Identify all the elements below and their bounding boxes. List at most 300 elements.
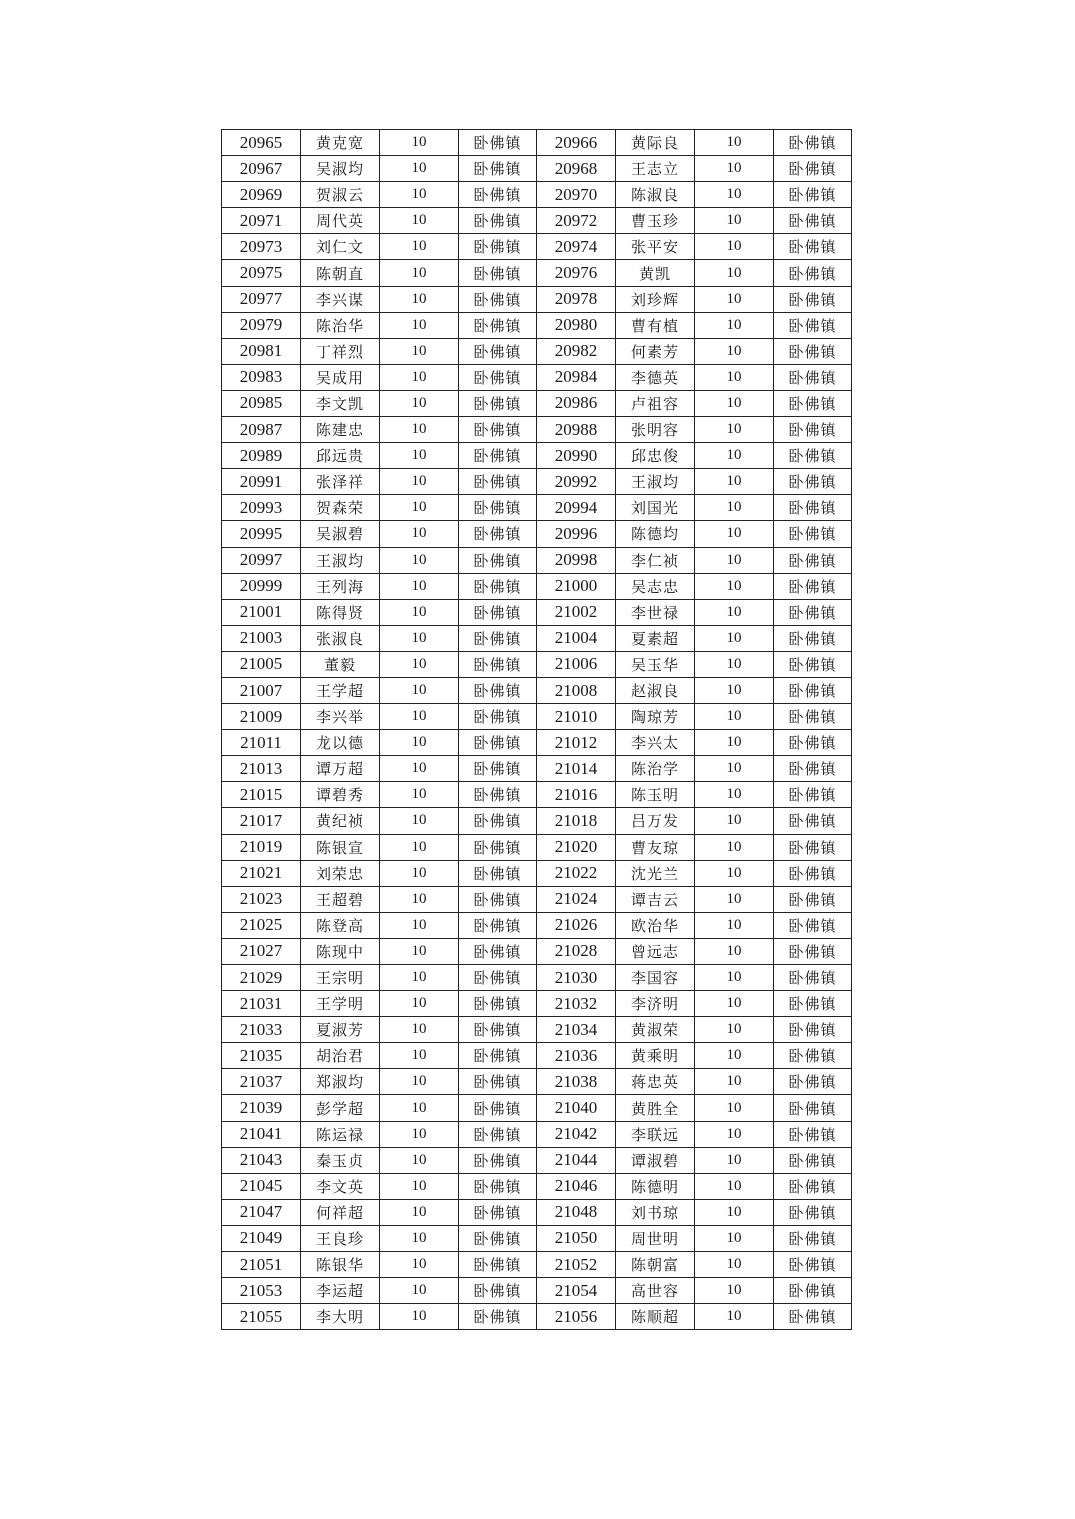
left-town-cell: 卧佛镇 [459,130,537,156]
right-town-cell: 卧佛镇 [774,208,852,234]
right-town-cell: 卧佛镇 [774,938,852,964]
right-town-cell: 卧佛镇 [774,651,852,677]
left-town-cell: 卧佛镇 [459,1069,537,1095]
left-amount-cell: 10 [380,704,459,730]
left-town-cell: 卧佛镇 [459,1147,537,1173]
right-name-cell: 李仁祯 [616,547,695,573]
right-id-cell: 21022 [537,860,616,886]
left-town-cell: 卧佛镇 [459,782,537,808]
right-id-cell: 21032 [537,991,616,1017]
right-id-cell: 20990 [537,443,616,469]
left-id-cell: 20987 [222,417,301,443]
right-town-cell: 卧佛镇 [774,912,852,938]
left-amount-cell: 10 [380,625,459,651]
left-town-cell: 卧佛镇 [459,521,537,547]
left-name-cell: 丁祥烈 [301,338,380,364]
left-id-cell: 20991 [222,469,301,495]
table-row [222,625,852,651]
right-amount-cell: 10 [695,312,774,338]
right-amount-cell: 10 [695,625,774,651]
right-name-cell: 张明容 [616,417,695,443]
right-id-cell: 20966 [537,130,616,156]
right-town-cell: 卧佛镇 [774,730,852,756]
left-name-cell: 吴成用 [301,364,380,390]
right-amount-cell: 10 [695,130,774,156]
table-row [222,1252,852,1278]
left-name-cell: 陈得贤 [301,599,380,625]
right-name-cell: 夏素超 [616,625,695,651]
left-name-cell: 董毅 [301,651,380,677]
right-amount-cell: 10 [695,1199,774,1225]
left-town-cell: 卧佛镇 [459,1225,537,1251]
right-town-cell: 卧佛镇 [774,1199,852,1225]
table-row [222,1278,852,1304]
right-amount-cell: 10 [695,677,774,703]
right-amount-cell: 10 [695,234,774,260]
table-row [222,1225,852,1251]
right-town-cell: 卧佛镇 [774,1252,852,1278]
left-amount-cell: 10 [380,886,459,912]
right-id-cell: 21054 [537,1278,616,1304]
right-name-cell: 陈德明 [616,1173,695,1199]
right-town-cell: 卧佛镇 [774,782,852,808]
left-name-cell: 陈朝直 [301,260,380,286]
right-name-cell: 黄凯 [616,260,695,286]
left-amount-cell: 10 [380,938,459,964]
left-id-cell: 20971 [222,208,301,234]
right-id-cell: 21048 [537,1199,616,1225]
left-id-cell: 21025 [222,912,301,938]
right-town-cell: 卧佛镇 [774,495,852,521]
right-name-cell: 陈玉明 [616,782,695,808]
left-name-cell: 谭碧秀 [301,782,380,808]
right-name-cell: 陈治学 [616,756,695,782]
left-name-cell: 陈建忠 [301,417,380,443]
left-amount-cell: 10 [380,286,459,312]
right-id-cell: 21020 [537,834,616,860]
right-town-cell: 卧佛镇 [774,469,852,495]
left-amount-cell: 10 [380,208,459,234]
left-amount-cell: 10 [380,912,459,938]
right-id-cell: 21018 [537,808,616,834]
left-name-cell: 郑淑均 [301,1069,380,1095]
right-id-cell: 20984 [537,364,616,390]
left-id-cell: 21027 [222,938,301,964]
right-id-cell: 21000 [537,573,616,599]
left-id-cell: 21033 [222,1017,301,1043]
left-id-cell: 20999 [222,573,301,599]
left-town-cell: 卧佛镇 [459,1017,537,1043]
left-id-cell: 21021 [222,860,301,886]
right-id-cell: 21034 [537,1017,616,1043]
table-row [222,886,852,912]
right-town-cell: 卧佛镇 [774,1017,852,1043]
left-town-cell: 卧佛镇 [459,1304,537,1330]
left-amount-cell: 10 [380,782,459,808]
table-row [222,782,852,808]
right-town-cell: 卧佛镇 [774,521,852,547]
right-town-cell: 卧佛镇 [774,886,852,912]
right-id-cell: 21014 [537,756,616,782]
table-row [222,991,852,1017]
right-amount-cell: 10 [695,1173,774,1199]
left-id-cell: 21003 [222,625,301,651]
right-name-cell: 陶琼芳 [616,704,695,730]
right-amount-cell: 10 [695,991,774,1017]
right-town-cell: 卧佛镇 [774,364,852,390]
left-id-cell: 21039 [222,1095,301,1121]
left-id-cell: 20975 [222,260,301,286]
left-amount-cell: 10 [380,1225,459,1251]
right-id-cell: 20976 [537,260,616,286]
left-town-cell: 卧佛镇 [459,234,537,260]
left-amount-cell: 10 [380,390,459,416]
left-town-cell: 卧佛镇 [459,1121,537,1147]
table-row [222,756,852,782]
right-town-cell: 卧佛镇 [774,573,852,599]
left-id-cell: 20993 [222,495,301,521]
right-town-cell: 卧佛镇 [774,390,852,416]
right-amount-cell: 10 [695,182,774,208]
right-town-cell: 卧佛镇 [774,130,852,156]
right-amount-cell: 10 [695,573,774,599]
right-name-cell: 李世禄 [616,599,695,625]
left-town-cell: 卧佛镇 [459,547,537,573]
table-row [222,469,852,495]
right-name-cell: 吴玉华 [616,651,695,677]
table-row [222,1304,852,1330]
left-amount-cell: 10 [380,338,459,364]
table-row [222,417,852,443]
left-id-cell: 20981 [222,338,301,364]
right-id-cell: 21050 [537,1225,616,1251]
left-town-cell: 卧佛镇 [459,443,537,469]
left-amount-cell: 10 [380,756,459,782]
right-id-cell: 20986 [537,390,616,416]
right-name-cell: 赵淑良 [616,677,695,703]
right-name-cell: 黄际良 [616,130,695,156]
table-row [222,965,852,991]
table-row [222,651,852,677]
right-amount-cell: 10 [695,730,774,756]
right-id-cell: 20992 [537,469,616,495]
left-name-cell: 刘仁文 [301,234,380,260]
left-id-cell: 21051 [222,1252,301,1278]
left-town-cell: 卧佛镇 [459,860,537,886]
right-amount-cell: 10 [695,938,774,964]
right-name-cell: 曹有植 [616,312,695,338]
right-amount-cell: 10 [695,469,774,495]
right-name-cell: 李德英 [616,364,695,390]
left-name-cell: 李兴举 [301,704,380,730]
table-row [222,443,852,469]
right-amount-cell: 10 [695,599,774,625]
right-town-cell: 卧佛镇 [774,260,852,286]
left-amount-cell: 10 [380,651,459,677]
right-id-cell: 20982 [537,338,616,364]
right-id-cell: 20980 [537,312,616,338]
right-id-cell: 21004 [537,625,616,651]
left-town-cell: 卧佛镇 [459,625,537,651]
right-amount-cell: 10 [695,1225,774,1251]
right-town-cell: 卧佛镇 [774,1121,852,1147]
right-amount-cell: 10 [695,756,774,782]
left-town-cell: 卧佛镇 [459,938,537,964]
left-id-cell: 20965 [222,130,301,156]
right-name-cell: 刘国光 [616,495,695,521]
right-name-cell: 陈朝富 [616,1252,695,1278]
left-amount-cell: 10 [380,834,459,860]
left-town-cell: 卧佛镇 [459,677,537,703]
left-name-cell: 王淑均 [301,547,380,573]
left-name-cell: 李大明 [301,1304,380,1330]
right-name-cell: 李联远 [616,1121,695,1147]
right-town-cell: 卧佛镇 [774,182,852,208]
left-id-cell: 21019 [222,834,301,860]
left-name-cell: 吴淑碧 [301,521,380,547]
left-name-cell: 胡治君 [301,1043,380,1069]
left-id-cell: 21009 [222,704,301,730]
right-amount-cell: 10 [695,704,774,730]
left-name-cell: 李文英 [301,1173,380,1199]
right-id-cell: 21042 [537,1121,616,1147]
left-id-cell: 21045 [222,1173,301,1199]
left-town-cell: 卧佛镇 [459,573,537,599]
left-id-cell: 21053 [222,1278,301,1304]
left-amount-cell: 10 [380,1278,459,1304]
right-id-cell: 21026 [537,912,616,938]
right-town-cell: 卧佛镇 [774,1043,852,1069]
right-amount-cell: 10 [695,547,774,573]
table-row [222,677,852,703]
right-name-cell: 李济明 [616,991,695,1017]
right-town-cell: 卧佛镇 [774,704,852,730]
left-amount-cell: 10 [380,1043,459,1069]
right-name-cell: 沈光兰 [616,860,695,886]
table-row [222,338,852,364]
table-row [222,573,852,599]
left-id-cell: 21041 [222,1121,301,1147]
right-name-cell: 曹玉珍 [616,208,695,234]
right-id-cell: 21052 [537,1252,616,1278]
table-row [222,390,852,416]
right-name-cell: 王志立 [616,156,695,182]
left-name-cell: 陈运禄 [301,1121,380,1147]
left-id-cell: 21011 [222,730,301,756]
left-town-cell: 卧佛镇 [459,338,537,364]
left-name-cell: 谭万超 [301,756,380,782]
right-id-cell: 21038 [537,1069,616,1095]
right-id-cell: 20978 [537,286,616,312]
right-id-cell: 21056 [537,1304,616,1330]
left-name-cell: 张泽祥 [301,469,380,495]
left-name-cell: 王良珍 [301,1225,380,1251]
left-amount-cell: 10 [380,417,459,443]
right-town-cell: 卧佛镇 [774,834,852,860]
left-name-cell: 邱远贵 [301,443,380,469]
right-amount-cell: 10 [695,1017,774,1043]
left-name-cell: 何祥超 [301,1199,380,1225]
right-town-cell: 卧佛镇 [774,156,852,182]
left-amount-cell: 10 [380,1095,459,1121]
left-town-cell: 卧佛镇 [459,730,537,756]
roster-table [221,129,852,1330]
left-name-cell: 张淑良 [301,625,380,651]
right-amount-cell: 10 [695,808,774,834]
right-name-cell: 李兴太 [616,730,695,756]
left-amount-cell: 10 [380,130,459,156]
left-name-cell: 李运超 [301,1278,380,1304]
right-town-cell: 卧佛镇 [774,547,852,573]
right-name-cell: 黄胜全 [616,1095,695,1121]
left-id-cell: 21037 [222,1069,301,1095]
left-id-cell: 21055 [222,1304,301,1330]
right-amount-cell: 10 [695,1147,774,1173]
left-name-cell: 陈现中 [301,938,380,964]
left-town-cell: 卧佛镇 [459,417,537,443]
right-town-cell: 卧佛镇 [774,756,852,782]
left-town-cell: 卧佛镇 [459,312,537,338]
table-row [222,547,852,573]
right-id-cell: 20998 [537,547,616,573]
right-amount-cell: 10 [695,651,774,677]
right-amount-cell: 10 [695,156,774,182]
table-row [222,1121,852,1147]
right-town-cell: 卧佛镇 [774,1095,852,1121]
left-name-cell: 贺森荣 [301,495,380,521]
right-id-cell: 21016 [537,782,616,808]
right-town-cell: 卧佛镇 [774,625,852,651]
right-town-cell: 卧佛镇 [774,338,852,364]
left-id-cell: 20979 [222,312,301,338]
table-row [222,938,852,964]
table-row [222,1147,852,1173]
left-town-cell: 卧佛镇 [459,260,537,286]
right-id-cell: 20996 [537,521,616,547]
table-row [222,860,852,886]
left-name-cell: 陈治华 [301,312,380,338]
right-id-cell: 21044 [537,1147,616,1173]
right-town-cell: 卧佛镇 [774,312,852,338]
table-row [222,599,852,625]
left-town-cell: 卧佛镇 [459,469,537,495]
left-id-cell: 20977 [222,286,301,312]
table-row [222,495,852,521]
right-amount-cell: 10 [695,1252,774,1278]
right-amount-cell: 10 [695,495,774,521]
left-id-cell: 20985 [222,390,301,416]
left-town-cell: 卧佛镇 [459,495,537,521]
right-amount-cell: 10 [695,1043,774,1069]
left-amount-cell: 10 [380,965,459,991]
left-amount-cell: 10 [380,260,459,286]
left-id-cell: 20969 [222,182,301,208]
left-town-cell: 卧佛镇 [459,208,537,234]
left-amount-cell: 10 [380,182,459,208]
left-name-cell: 秦玉贞 [301,1147,380,1173]
left-name-cell: 黄纪祯 [301,808,380,834]
left-name-cell: 刘荣忠 [301,860,380,886]
left-town-cell: 卧佛镇 [459,965,537,991]
right-amount-cell: 10 [695,965,774,991]
right-town-cell: 卧佛镇 [774,965,852,991]
roster-body [222,130,852,1330]
left-amount-cell: 10 [380,860,459,886]
left-amount-cell: 10 [380,234,459,260]
left-town-cell: 卧佛镇 [459,1095,537,1121]
left-town-cell: 卧佛镇 [459,599,537,625]
right-town-cell: 卧佛镇 [774,1225,852,1251]
left-name-cell: 周代英 [301,208,380,234]
table-row [222,730,852,756]
table-row [222,521,852,547]
table-row [222,808,852,834]
left-amount-cell: 10 [380,730,459,756]
right-town-cell: 卧佛镇 [774,417,852,443]
right-town-cell: 卧佛镇 [774,234,852,260]
right-name-cell: 陈淑良 [616,182,695,208]
left-amount-cell: 10 [380,495,459,521]
right-name-cell: 陈德均 [616,521,695,547]
right-town-cell: 卧佛镇 [774,1304,852,1330]
right-id-cell: 20968 [537,156,616,182]
left-name-cell: 黄克宽 [301,130,380,156]
table-row [222,208,852,234]
table-row [222,182,852,208]
left-amount-cell: 10 [380,469,459,495]
left-town-cell: 卧佛镇 [459,182,537,208]
left-town-cell: 卧佛镇 [459,1043,537,1069]
table-row [222,364,852,390]
left-amount-cell: 10 [380,991,459,1017]
left-town-cell: 卧佛镇 [459,912,537,938]
left-amount-cell: 10 [380,1069,459,1095]
left-amount-cell: 10 [380,364,459,390]
right-amount-cell: 10 [695,364,774,390]
table-row [222,704,852,730]
right-name-cell: 吕万发 [616,808,695,834]
left-id-cell: 21017 [222,808,301,834]
table-row [222,260,852,286]
right-name-cell: 高世容 [616,1278,695,1304]
right-name-cell: 吴志忠 [616,573,695,599]
left-town-cell: 卧佛镇 [459,286,537,312]
right-name-cell: 蒋忠英 [616,1069,695,1095]
left-name-cell: 王学超 [301,677,380,703]
left-id-cell: 21035 [222,1043,301,1069]
right-name-cell: 王淑均 [616,469,695,495]
right-amount-cell: 10 [695,782,774,808]
left-town-cell: 卧佛镇 [459,704,537,730]
right-amount-cell: 10 [695,390,774,416]
left-amount-cell: 10 [380,1121,459,1147]
left-amount-cell: 10 [380,1173,459,1199]
left-amount-cell: 10 [380,677,459,703]
right-id-cell: 21010 [537,704,616,730]
right-id-cell: 21036 [537,1043,616,1069]
left-name-cell: 李文凯 [301,390,380,416]
right-id-cell: 20974 [537,234,616,260]
left-name-cell: 陈银华 [301,1252,380,1278]
table-row [222,156,852,182]
right-amount-cell: 10 [695,208,774,234]
table-row [222,130,852,156]
right-amount-cell: 10 [695,338,774,364]
right-name-cell: 曹友琼 [616,834,695,860]
right-town-cell: 卧佛镇 [774,808,852,834]
left-amount-cell: 10 [380,808,459,834]
right-name-cell: 张平安 [616,234,695,260]
